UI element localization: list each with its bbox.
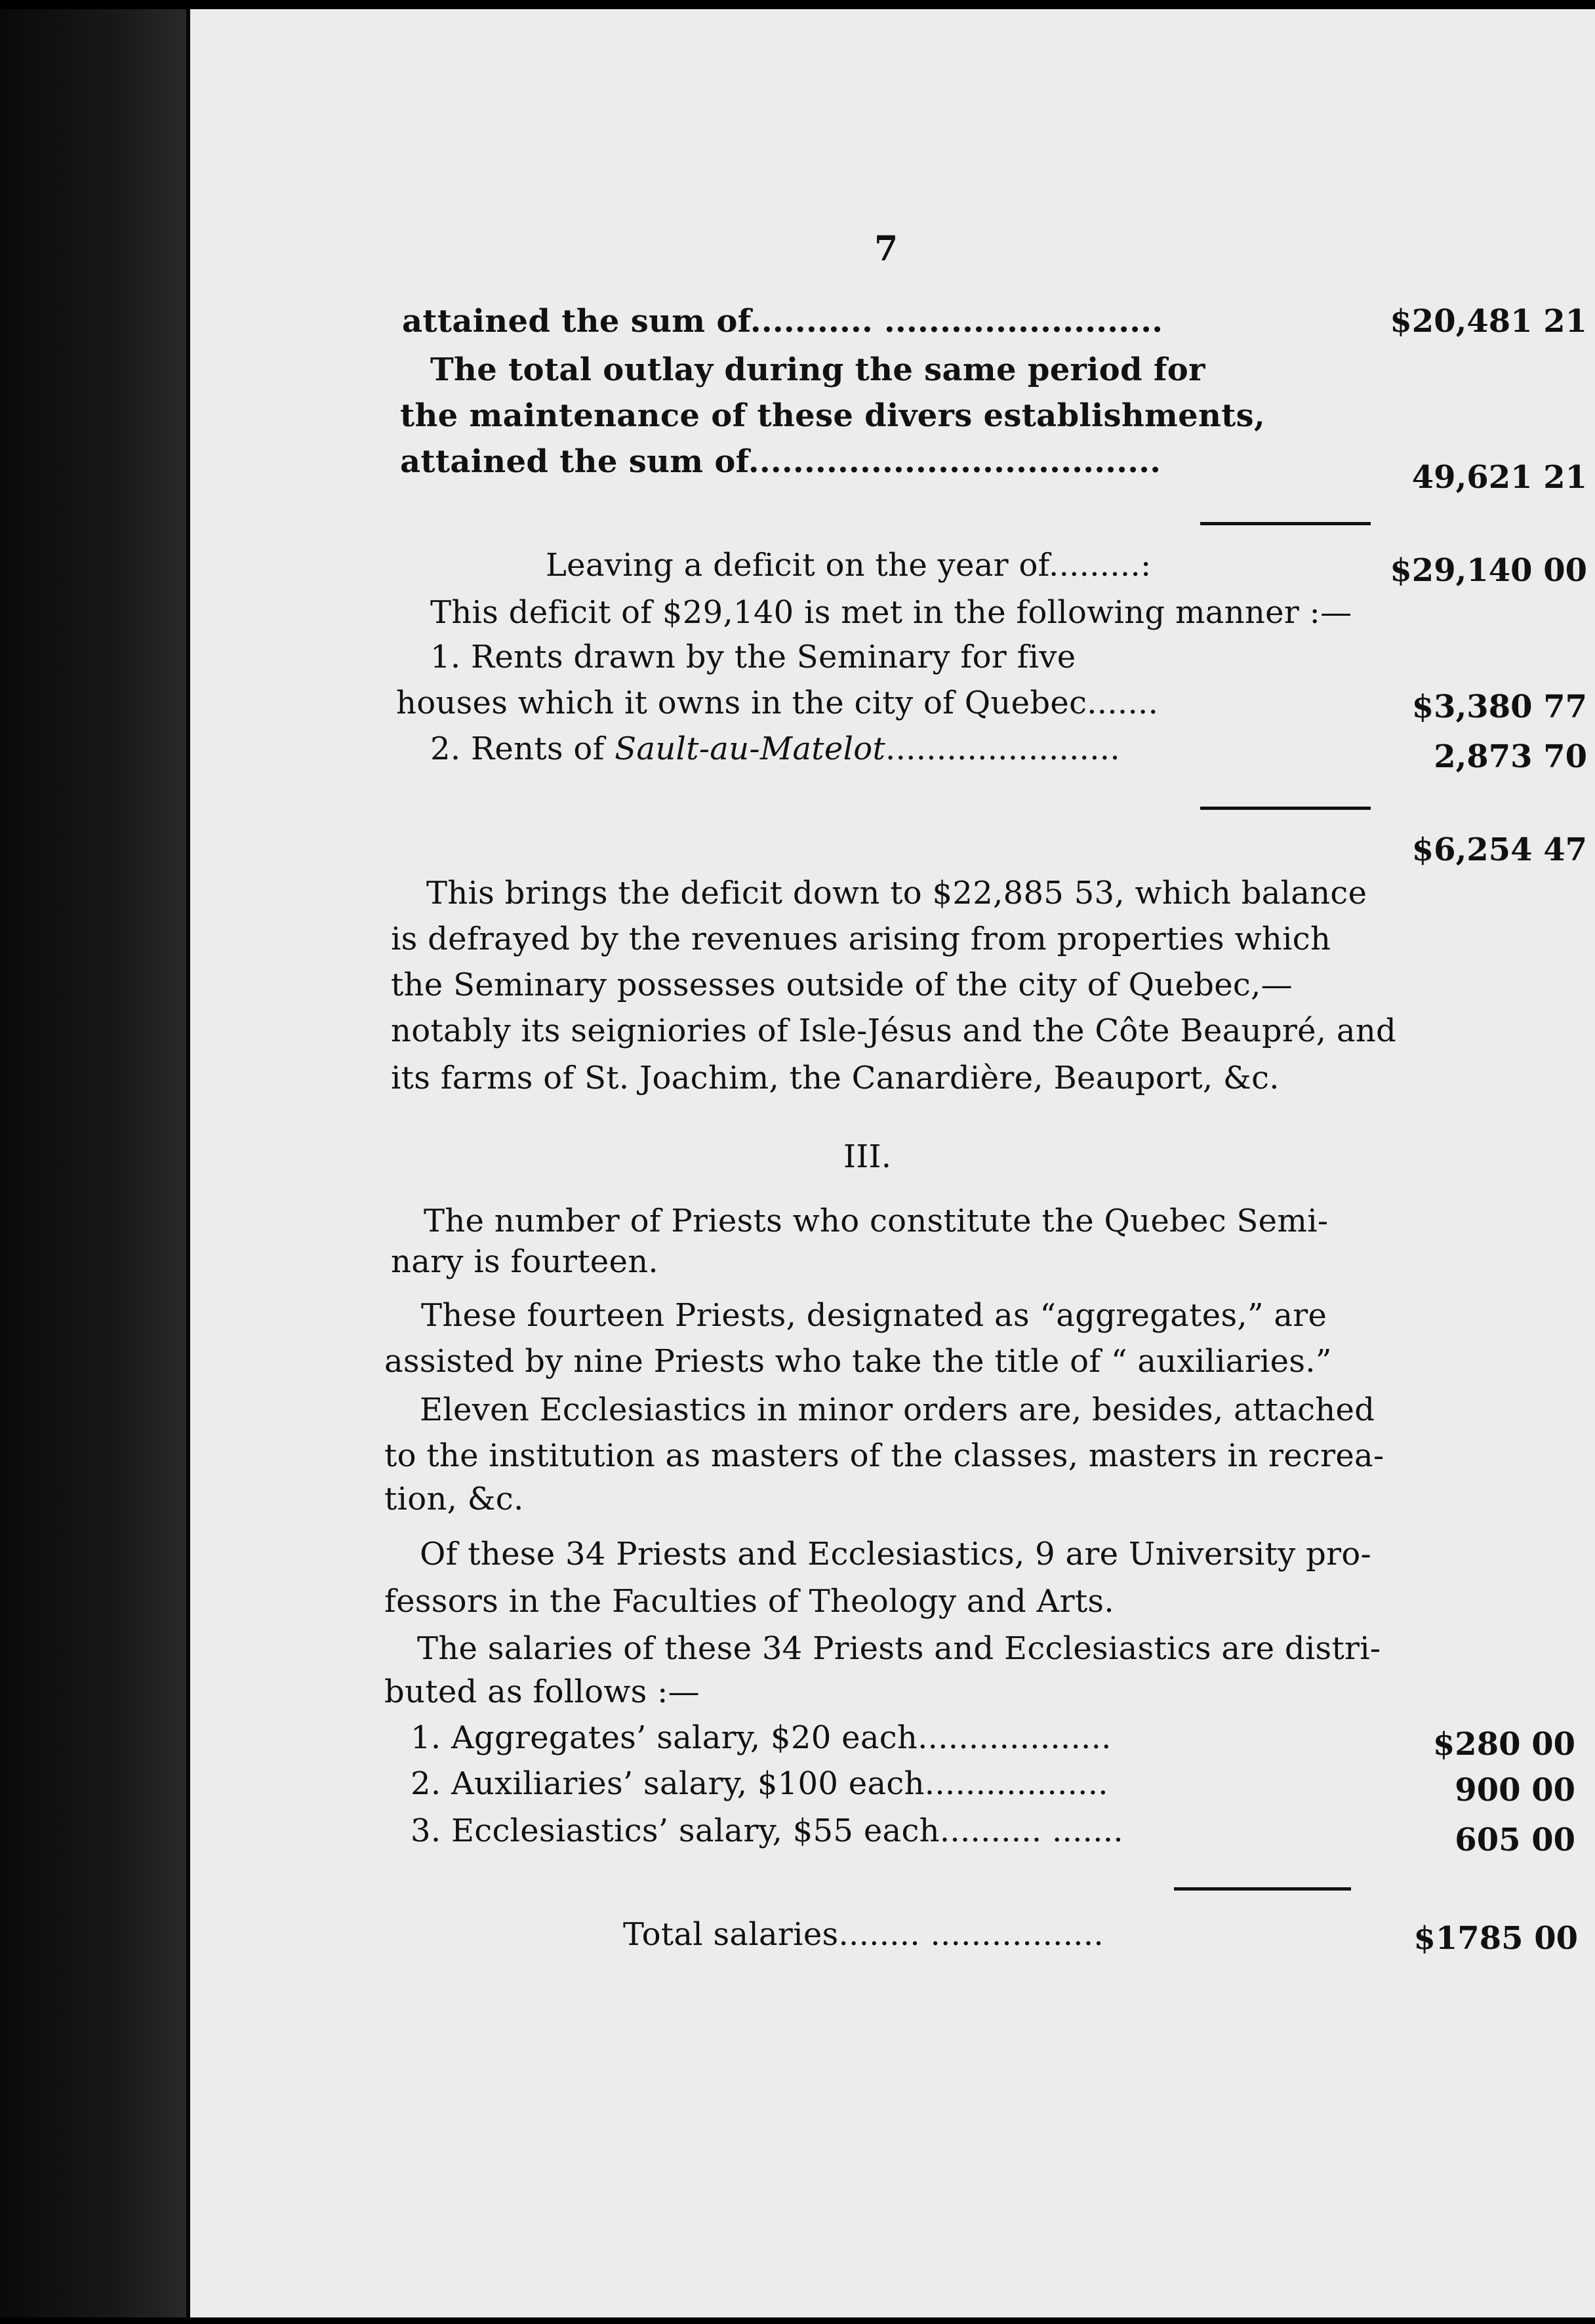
book-gutter [0,9,190,2317]
document-page [190,9,1595,2317]
balance-line-4: notably its seigniories of Isle-Jésus and the Côte Beaupré, and [391,1012,1397,1049]
professors-line-1: Of these 34 Priests and Ecclesiastics, 9 are University pro- [420,1536,1372,1573]
salaries-intro-line-2: buted as follows :— [384,1673,700,1710]
balance-line-2: is defrayed by the revenues arising from properties which [391,921,1331,957]
outlay-amount: 49,621 21 [1411,459,1587,496]
rent1-label: houses which it owns in the city of Quebec....... [396,685,1159,721]
receipts-label: attained the sum of........... ......................... [402,303,1163,340]
salary-3-label: 3. Ecclesiastics’ salary, $55 each.......... ....... [411,1813,1123,1849]
balance-line-3: the Seminary possesses outside of the city of Quebec,— [391,967,1293,1003]
outlay-label: attained the sum of..................................... [400,443,1161,480]
deficit-met-line: This deficit of $29,140 is met in the following manner :— [430,594,1352,631]
rent2-dots: ....................... [885,731,1120,767]
salary-1-amount: $280 00 [1432,1726,1575,1763]
rent1-amount: $3,380 77 [1411,689,1587,725]
rents-rule [1200,807,1371,810]
professors-line-2: fessors in the Faculties of Theology and Arts. [384,1583,1114,1620]
outlay-line-2: the maintenance of these divers establishments, [400,397,1265,434]
total-salaries-label: Total salaries........ ................. [623,1916,1104,1953]
rent2-place-name: Sault-au-Matelot [615,731,886,767]
priests-line-2: nary is fourteen. [391,1243,658,1280]
ecclesiastics-line-1: Eleven Ecclesiastics in minor orders are, besides, attached [420,1392,1375,1428]
total-salaries-amount: $1785 00 [1413,1920,1578,1957]
rent2-prefix: 2. Rents of [430,731,615,767]
outlay-line-1: The total outlay during the same period for [430,351,1205,388]
rents-total: $6,254 47 [1411,831,1587,868]
deficit-label: Leaving a deficit on the year of.........: [546,547,1152,584]
deficit-rule [1200,522,1371,525]
aggregates-line-1: These fourteen Priests, designated as “aggregates,” are [421,1297,1327,1334]
ecclesiastics-line-2: to the institution as masters of the classes, masters in recrea- [384,1437,1384,1474]
ecclesiastics-line-3: tion, &c. [384,1481,524,1517]
rent2-label [430,729,1120,769]
salaries-intro-line-1: The salaries of these 34 Priests and Ecclesiastics are distri- [417,1630,1381,1667]
salary-1-label: 1. Aggregates’ salary, $20 each................... [411,1719,1112,1756]
balance-line-5: its farms of St. Joachim, the Canardière, Beauport, &c. [391,1060,1280,1096]
salary-3-amount: 605 00 [1455,1822,1575,1858]
deficit-amount: $29,140 00 [1390,552,1587,589]
salary-2-amount: 900 00 [1455,1772,1575,1809]
salaries-rule [1174,1887,1351,1891]
section-heading: III. [843,1138,892,1175]
rent2-amount: 2,873 70 [1434,738,1587,775]
balance-line-1: This brings the deficit down to $22,885 53, which balance [426,875,1367,912]
page-number: 7 [874,229,898,269]
priests-line-1: The number of Priests who constitute the Quebec Semi- [424,1203,1329,1239]
rent1-line-1: 1. Rents drawn by the Seminary for five [430,639,1076,675]
salary-2-label: 2. Auxiliaries’ salary, $100 each.................. [411,1765,1108,1802]
aggregates-line-2: assisted by nine Priests who take the title of “ auxiliaries.” [384,1343,1332,1380]
receipts-amount: $20,481 21 [1390,303,1587,340]
